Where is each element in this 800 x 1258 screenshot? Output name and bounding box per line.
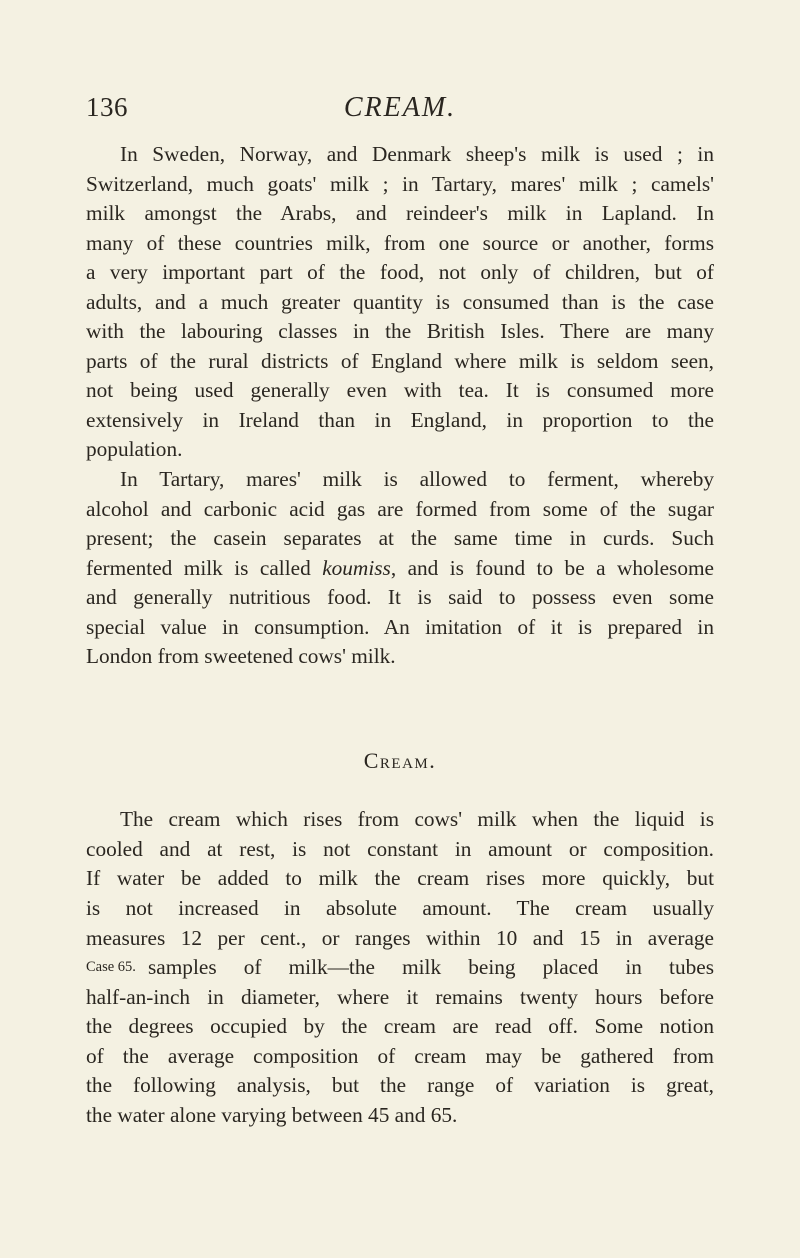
paragraph-line: present; the casein separates at the same time in curds. Such <box>86 526 714 551</box>
section-heading: Cream. <box>363 747 437 773</box>
paragraph-line: In Sweden, Norway, and Denmark sheep's milk is used ; in <box>120 142 714 166</box>
paragraph-line: a very important part of the food, not only of children, but of <box>86 260 714 285</box>
paragraph-line <box>86 953 714 983</box>
paragraph-line: Switzerland, much goats' milk ; in Tartary, mares' milk ; camels' <box>86 171 714 196</box>
paragraph-line: is not increased in absolute amount. The cream usually <box>86 896 714 921</box>
paragraph-line: not being used generally even with tea. It is consumed more <box>86 378 714 403</box>
paragraph-line: with the labouring classes in the British Isles. There are many <box>86 319 714 344</box>
paragraph-line: the following analysis, but the range of variation is great, <box>86 1073 714 1098</box>
paragraph-line: In Tartary, mares' milk is allowed to ferment, whereby <box>120 467 714 492</box>
paragraph-line: The cream which rises from cows' milk when the liquid is <box>120 807 714 832</box>
paragraph-line: milk amongst the Arabs, and reindeer's milk in Lapland. In <box>86 201 714 226</box>
paragraph-line: population. <box>86 437 183 462</box>
margin-note: Case 65. <box>86 959 136 976</box>
paragraph-line: parts of the rural districts of England where milk is seldom seen, <box>86 348 714 373</box>
paragraph-line: measures 12 per cent., or ranges within 10 and 15 in average <box>86 925 714 950</box>
paragraph-line <box>86 554 714 584</box>
paragraph-line: alcohol and carbonic acid gas are formed from some of the sugar <box>86 496 714 521</box>
paragraph-line: special value in consumption. An imitation of it is prepared in <box>86 614 714 639</box>
paragraph-line: extensively in Ireland than in England, in proportion to the <box>86 407 714 432</box>
paragraph-line: London from sweetened cows' milk. <box>86 644 396 669</box>
paragraph-line: and generally nutritious food. It is said to possess even some <box>86 585 714 610</box>
text-run: fermented milk is called <box>86 555 323 580</box>
text-run: samples of milk—the milk being placed in tubes <box>148 955 714 980</box>
paragraph-line: If water be added to milk the cream rises more quickly, but <box>86 866 714 891</box>
text-run: , and is found to be a wholesome <box>390 555 714 580</box>
paragraph-line: half-an-inch in diameter, where it remains twenty hours before <box>86 984 714 1009</box>
paragraph-line: cooled and at rest, is not constant in amount or composition. <box>86 836 714 861</box>
spacer <box>86 672 714 746</box>
paragraph-line: adults, and a much greater quantity is consumed than is the case <box>86 289 714 314</box>
body-text <box>86 140 714 1130</box>
paragraph-line: the water alone varying between 45 and 65. <box>86 1102 458 1127</box>
paragraph-line: of the average composition of cream may be gathered from <box>86 1043 714 1068</box>
spacer <box>86 775 714 805</box>
paragraph-line: the degrees occupied by the cream are read off. Some notion <box>86 1014 714 1039</box>
paragraph-line: many of these countries milk, from one source or another, forms <box>86 230 714 255</box>
page-number: 136 <box>86 92 128 122</box>
running-head: CREAM. <box>343 92 457 123</box>
italic-term: koumiss <box>322 555 391 580</box>
